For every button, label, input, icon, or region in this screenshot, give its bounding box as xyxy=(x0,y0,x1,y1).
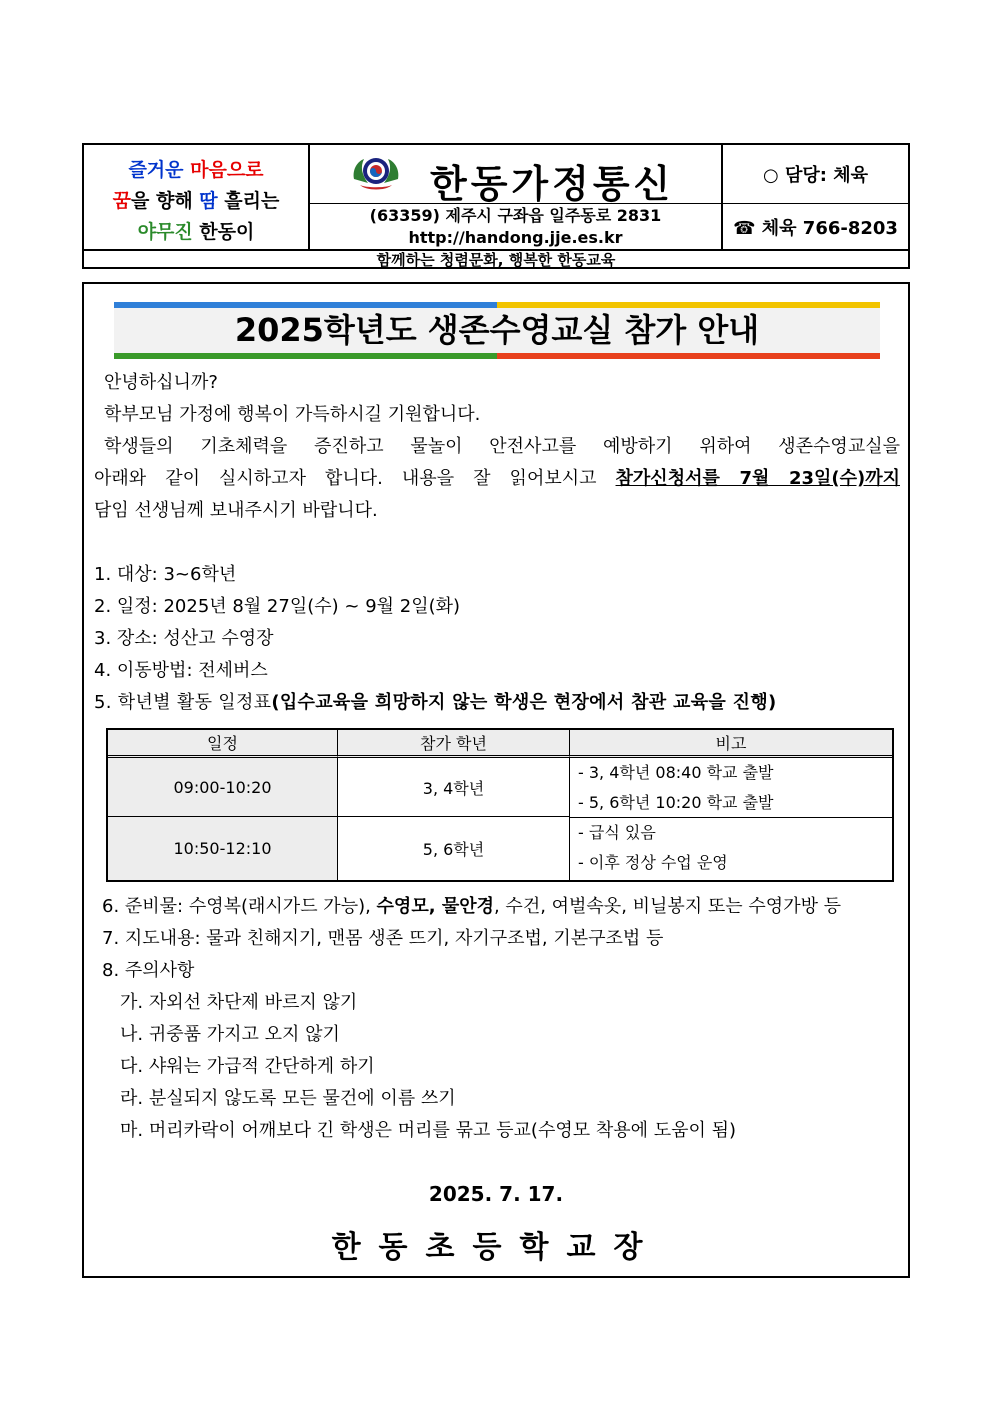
notice-heading: 2025학년도 생존수영교실 참가 안내 xyxy=(234,311,760,349)
note-line: - 5, 6학년 10:20 학교 출발 xyxy=(578,793,774,812)
list-item: 3. 장소: 성산고 수영장 xyxy=(94,628,274,649)
motto-text: 마음으로 xyxy=(190,159,264,181)
list-item: 1. 대상: 3~6학년 xyxy=(94,564,237,585)
motto-text: 꿈 xyxy=(112,190,131,212)
caution-item: 마. 머리카락이 어깨보다 긴 학생은 머리를 묶고 등교(수영모 착용에 도움이 됨) xyxy=(120,1120,737,1141)
list-item: 8. 주의사항 xyxy=(102,960,195,981)
list-item-text: 5. 학년별 활동 일정표 xyxy=(94,692,272,713)
list-item-text: 6. 준비물: 수영복(래시가드 가능), xyxy=(102,896,377,917)
table-cell-grade: 5, 6학년 xyxy=(338,817,570,880)
phone-label: ☎ 체육 766-8203 xyxy=(733,217,898,239)
banner-bar xyxy=(114,353,497,359)
school-address: (63359) 제주시 구좌읍 일주동로 2831 xyxy=(369,206,662,225)
intro-paragraph-line: 학생들의 기초체력을 증진하고 물놀이 안전사고를 예방하기 위하여 생존수영교실을 xyxy=(104,436,900,457)
list-item: 4. 이동방법: 전세버스 xyxy=(94,660,268,681)
motto-text: 한동이 xyxy=(192,221,255,243)
greeting: 안녕하십니까? xyxy=(104,372,218,393)
table-header-cell: 일정 xyxy=(108,730,338,758)
divider xyxy=(310,203,721,204)
motto-text: 야무진 xyxy=(137,221,193,243)
table-cell-grade: 3, 4학년 xyxy=(338,758,570,817)
list-item: 7. 지도내용: 물과 친해지기, 맨몸 생존 뜨기, 자기구조법, 기본구조법 등 xyxy=(102,928,664,949)
caution-item: 라. 분실되지 않도록 모든 물건에 이름 쓰기 xyxy=(120,1088,456,1109)
list-item-note: (입수교육을 희망하지 않는 학생은 현장에서 참관 교육을 진행) xyxy=(271,692,777,713)
newsletter-title: 한동가정통신 xyxy=(430,161,675,206)
table-cell-time: 10:50-12:10 xyxy=(108,817,338,880)
school-motto xyxy=(84,145,310,249)
schedule-table xyxy=(106,728,894,882)
principal-signature: 한동초등학교장 xyxy=(331,1230,661,1265)
intro-text: 아래와 같이 실시하고자 합니다. 내용을 잘 읽어보시고 xyxy=(94,468,616,489)
caution-item: 나. 귀중품 가지고 오지 않기 xyxy=(120,1024,340,1045)
greeting: 학부모님 가정에 행복이 가득하시길 기원합니다. xyxy=(104,404,481,425)
table-header-cell: 비고 xyxy=(570,730,892,758)
issue-date: 2025. 7. 17. xyxy=(428,1182,564,1206)
manager-label: ○ 담당: 체육 xyxy=(723,145,908,204)
list-item: 2. 일정: 2025년 8월 27일(수) ~ 9월 2일(화) xyxy=(94,596,461,617)
table-notes xyxy=(578,758,898,878)
caution-item: 다. 샤워는 가급적 간단하게 하기 xyxy=(120,1056,375,1077)
note-line: - 급식 있음 xyxy=(578,823,656,842)
motto-text: 즐거운 xyxy=(128,159,191,181)
caution-item: 가. 자외선 차단제 바르지 않기 xyxy=(120,992,358,1013)
motto-line-2 xyxy=(84,186,308,213)
table-header-cell: 참가 학년 xyxy=(338,730,570,758)
motto-text: 땀 xyxy=(199,190,218,212)
motto-line-3 xyxy=(84,217,308,244)
intro-paragraph-line xyxy=(94,468,900,490)
note-line: - 3, 4학년 08:40 학교 출발 xyxy=(578,763,774,782)
motto-text: 흘리는 xyxy=(217,190,280,212)
list-item-emphasis: 수영모, 물안경 xyxy=(376,896,494,917)
motto-text: 을 향해 xyxy=(131,190,200,212)
newsletter-header xyxy=(82,143,910,269)
newsletter-title-block xyxy=(310,145,723,249)
notice-body xyxy=(82,282,910,1278)
school-emblem-icon xyxy=(350,153,402,195)
list-item-text: , 수건, 여벌속옷, 비닐봉지 또는 수영가방 등 xyxy=(493,896,842,917)
motto-line-1 xyxy=(84,155,308,182)
school-url: http://handong.jje.es.kr xyxy=(408,228,623,247)
contact-block xyxy=(723,145,908,249)
banner-bar xyxy=(497,353,880,359)
deadline-text: 참가신청서를 7월 23일(수)까지 xyxy=(615,468,900,489)
heading-banner xyxy=(114,302,880,359)
table-cell-time: 09:00-10:20 xyxy=(108,758,338,817)
slogan: 함께하는 청렴문화, 행복한 한동교육 xyxy=(84,249,908,269)
school-address-block xyxy=(310,205,721,249)
note-line: - 이후 정상 수업 운영 xyxy=(578,853,728,872)
list-item xyxy=(94,692,777,714)
intro-paragraph-line: 담임 선생님께 보내주시기 바랍니다. xyxy=(94,500,378,521)
list-item xyxy=(102,896,841,918)
